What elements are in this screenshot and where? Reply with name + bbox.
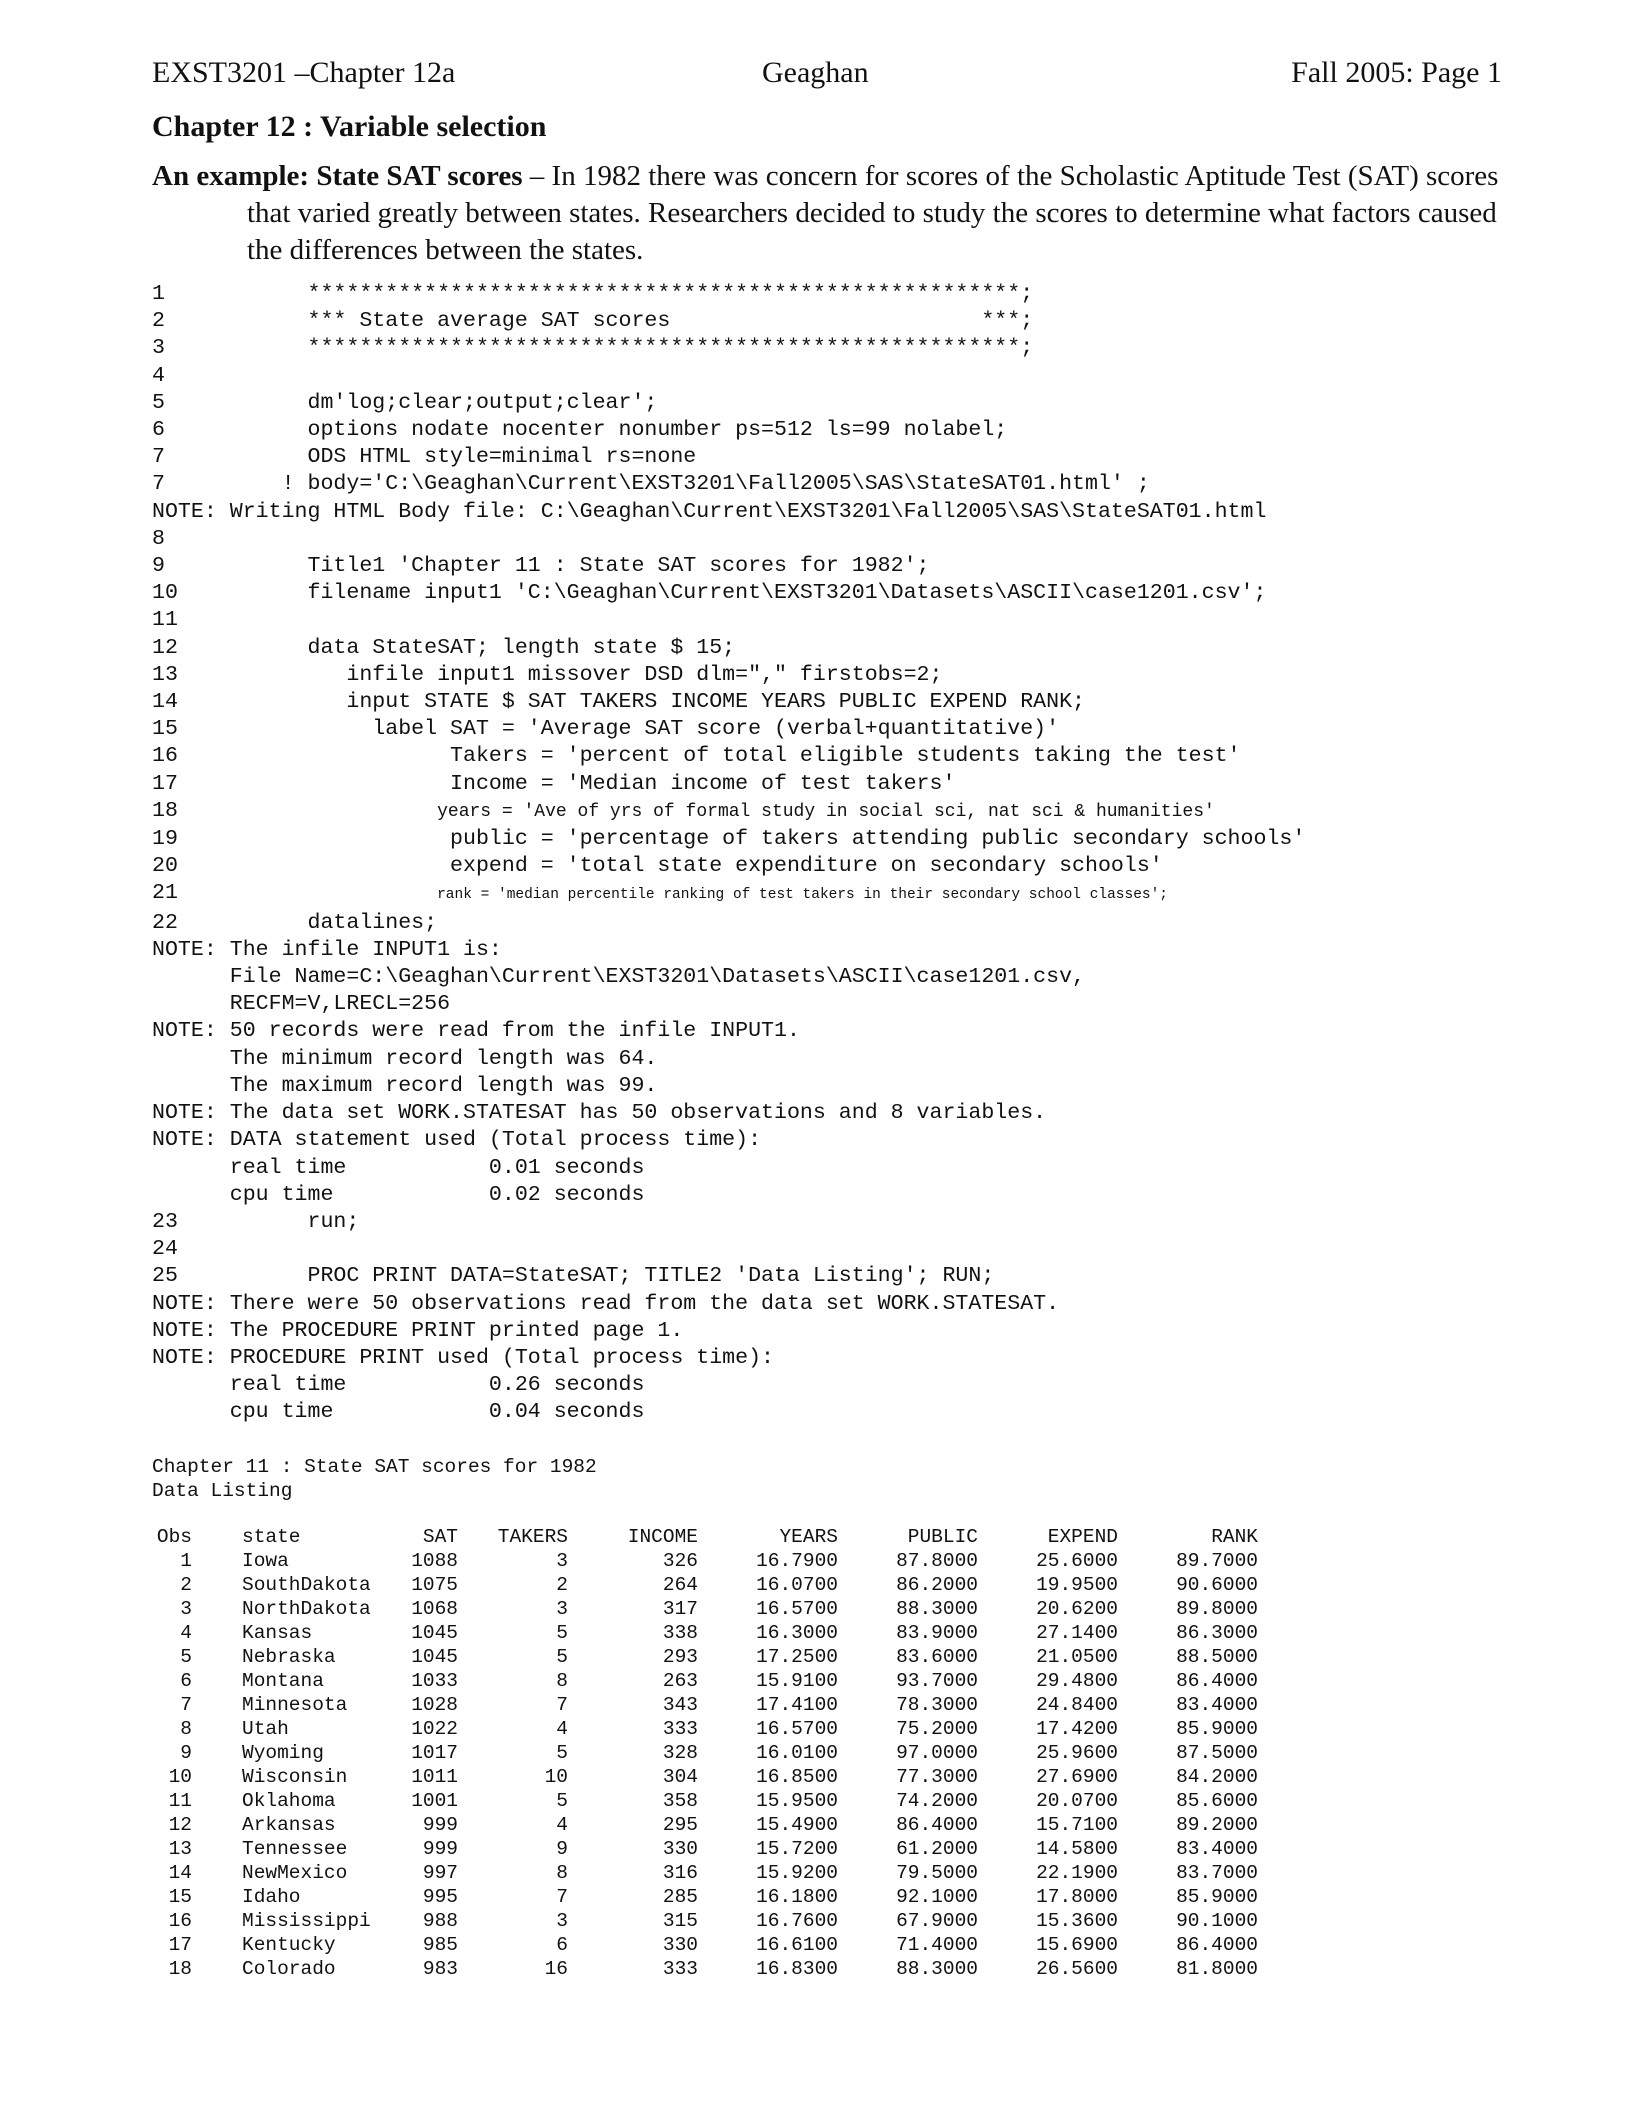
cell-sat: 1045	[411, 1645, 458, 1668]
table-row	[152, 1669, 1258, 1693]
cell-state: Iowa	[242, 1549, 289, 1572]
cell-obs: 14	[168, 1861, 192, 1884]
cell-rank: 83.7000	[1176, 1861, 1258, 1884]
table-row	[152, 1837, 1258, 1861]
cell-sat: 1028	[411, 1693, 458, 1716]
cell-takers: 5	[556, 1789, 568, 1812]
cell-public: 83.9000	[896, 1621, 978, 1644]
cell-state: NorthDakota	[242, 1597, 371, 1620]
cell-takers: 4	[556, 1813, 568, 1836]
table-row	[152, 1933, 1258, 1957]
log-line	[152, 1074, 657, 1098]
col-header-years: YEARS	[779, 1525, 838, 1548]
cell-state: Tennessee	[242, 1837, 348, 1860]
cell-obs: 17	[168, 1933, 192, 1956]
listing-title2: Data Listing	[152, 1479, 293, 1502]
log-line	[152, 827, 1305, 851]
cell-public: 83.6000	[896, 1645, 978, 1668]
log-line	[152, 938, 502, 962]
cell-years: 16.7600	[756, 1909, 838, 1932]
cell-years: 16.5700	[756, 1717, 838, 1740]
log-line	[152, 744, 1241, 768]
cell-obs: 18	[168, 1957, 192, 1980]
log-line-text: NOTE: PROCEDURE PRINT used (Total process time):	[152, 1345, 775, 1370]
cell-income: 330	[662, 1933, 698, 1956]
log-line-text: 5 dm'log;clear;output;clear';	[152, 390, 658, 415]
cell-state: Montana	[242, 1669, 324, 1692]
table-row	[152, 1765, 1258, 1789]
cell-obs: 9	[180, 1741, 192, 1764]
data-listing-table	[152, 1525, 1258, 1981]
log-line	[152, 282, 1033, 306]
cell-years: 16.7900	[756, 1549, 838, 1572]
cell-public: 92.1000	[896, 1885, 978, 1908]
cell-income: 330	[662, 1837, 698, 1860]
cell-public: 74.2000	[896, 1789, 978, 1812]
cell-state: Utah	[242, 1717, 289, 1740]
log-line	[152, 799, 1215, 823]
table-row	[152, 1813, 1258, 1837]
cell-takers: 8	[556, 1669, 568, 1692]
cell-years: 17.4100	[756, 1693, 838, 1716]
cell-sat: 999	[422, 1813, 458, 1836]
log-line	[152, 992, 450, 1016]
cell-sat: 1045	[411, 1621, 458, 1644]
intro-lead: An example: State SAT scores	[152, 160, 523, 192]
cell-expend: 27.6900	[1036, 1765, 1118, 1788]
table-row	[152, 1789, 1258, 1813]
cell-public: 61.2000	[896, 1837, 978, 1860]
cell-income: 333	[662, 1717, 698, 1740]
log-line	[152, 663, 942, 687]
cell-sat: 995	[422, 1885, 458, 1908]
log-line	[152, 336, 1033, 360]
log-line	[152, 391, 657, 415]
cell-sat: 985	[422, 1933, 458, 1956]
cell-public: 97.0000	[896, 1741, 978, 1764]
log-line-prefix: 18	[152, 798, 438, 823]
cell-expend: 17.8000	[1036, 1885, 1118, 1908]
cell-state: Colorado	[242, 1957, 336, 1980]
log-line-text: 11	[152, 608, 178, 633]
cell-expend: 25.6000	[1036, 1549, 1118, 1572]
cell-obs: 6	[180, 1669, 192, 1692]
intro-text: – In 1982 there was concern for scores of the Scholastic Aptitude Test (SAT) scores that varied greatly between states. Researchers decided to study the scores to determine what factors caused the differences between the states.	[247, 160, 1499, 266]
cell-state: NewMexico	[242, 1861, 348, 1884]
table-body	[152, 1549, 1258, 1981]
cell-sat: 988	[422, 1909, 458, 1932]
cell-rank: 86.3000	[1176, 1621, 1258, 1644]
col-header-obs: Obs	[156, 1525, 192, 1548]
table-row	[152, 1861, 1258, 1885]
cell-years: 16.8300	[756, 1957, 838, 1980]
cell-state: Arkansas	[242, 1813, 336, 1836]
col-header-public: PUBLIC	[907, 1525, 978, 1548]
log-line	[152, 1156, 644, 1180]
cell-expend: 26.5600	[1036, 1957, 1118, 1980]
table-row	[152, 1549, 1258, 1573]
cell-takers: 5	[556, 1741, 568, 1764]
log-line-text: cpu time 0.04 seconds	[152, 1400, 645, 1425]
log-line	[152, 364, 165, 388]
cell-income: 326	[662, 1549, 698, 1572]
log-line-text: 24	[152, 1237, 178, 1262]
col-header-takers: TAKERS	[497, 1525, 568, 1548]
cell-state: Wisconsin	[242, 1765, 348, 1788]
log-line-text: File Name=C:\Geaghan\Current\EXST3201\Datasets\ASCII\case1201.csv,	[152, 965, 1086, 990]
cell-public: 77.3000	[896, 1765, 978, 1788]
log-line-text: 14 input STATE $ SAT TAKERS INCOME YEARS PUBLIC EXPEND RANK;	[152, 690, 1086, 715]
cell-years: 16.8500	[756, 1765, 838, 1788]
cell-years: 16.1800	[756, 1885, 838, 1908]
cell-income: 304	[662, 1765, 698, 1788]
cell-takers: 5	[556, 1645, 568, 1668]
cell-obs: 16	[168, 1909, 192, 1932]
table-row	[152, 1741, 1258, 1765]
log-line-text: 2 *** State average SAT scores ***;	[152, 309, 1034, 334]
cell-years: 16.5700	[756, 1597, 838, 1620]
cell-income: 295	[662, 1813, 698, 1836]
cell-rank: 89.2000	[1176, 1813, 1258, 1836]
log-line	[152, 636, 735, 660]
cell-takers: 10	[544, 1765, 568, 1788]
cell-sat: 1001	[411, 1789, 458, 1812]
cell-years: 16.0700	[756, 1573, 838, 1596]
cell-obs: 11	[168, 1789, 192, 1812]
log-line	[152, 1400, 644, 1424]
log-line	[152, 472, 1150, 496]
col-header-expend: EXPEND	[1047, 1525, 1118, 1548]
cell-public: 67.9000	[896, 1909, 978, 1932]
cell-expend: 19.9500	[1036, 1573, 1118, 1596]
cell-expend: 20.6200	[1036, 1597, 1118, 1620]
log-line-text: NOTE: 50 records were read from the infile INPUT1.	[152, 1019, 800, 1044]
cell-rank: 85.9000	[1176, 1885, 1258, 1908]
cell-public: 71.4000	[896, 1933, 978, 1956]
log-line	[152, 1319, 683, 1343]
log-line	[152, 1346, 774, 1370]
log-line	[152, 1019, 800, 1043]
cell-state: Kentucky	[242, 1933, 336, 1956]
col-header-rank: RANK	[1211, 1525, 1258, 1548]
cell-takers: 3	[556, 1549, 568, 1572]
log-line-text: 8	[152, 526, 165, 551]
cell-public: 75.2000	[896, 1717, 978, 1740]
log-line-text: 9 Title1 'Chapter 11 : State SAT scores for 1982';	[152, 554, 930, 579]
cell-income: 264	[662, 1573, 698, 1596]
cell-income: 317	[662, 1597, 698, 1620]
log-line	[152, 445, 696, 469]
cell-state: Oklahoma	[242, 1789, 336, 1812]
cell-sat: 1068	[411, 1597, 458, 1620]
page-header	[152, 56, 1502, 100]
cell-state: Nebraska	[242, 1645, 336, 1668]
log-line	[152, 500, 1266, 524]
log-line-text: NOTE: Writing HTML Body file: C:\Geaghan\Current\EXST3201\Fall2005\SAS\StateSAT01.html	[152, 499, 1267, 524]
cell-public: 78.3000	[896, 1693, 978, 1716]
data-listing	[152, 1455, 1502, 1981]
cell-sat: 1022	[411, 1717, 458, 1740]
cell-obs: 1	[180, 1549, 192, 1572]
cell-obs: 5	[180, 1645, 192, 1668]
log-line-text: 16 Takers = 'percent of total eligible students taking the test'	[152, 744, 1241, 769]
table-row	[152, 1957, 1258, 1981]
log-line	[152, 581, 1266, 605]
log-line-text: real time 0.01 seconds	[152, 1155, 645, 1180]
cell-takers: 6	[556, 1933, 568, 1956]
log-line	[152, 1210, 359, 1234]
cell-years: 15.9100	[756, 1669, 838, 1692]
cell-income: 285	[662, 1885, 698, 1908]
cell-income: 333	[662, 1957, 698, 1980]
log-line	[152, 965, 1085, 989]
log-line	[152, 854, 1163, 878]
cell-expend: 14.5800	[1036, 1837, 1118, 1860]
cell-takers: 3	[556, 1909, 568, 1932]
log-line	[152, 772, 955, 796]
cell-rank: 90.6000	[1176, 1573, 1258, 1596]
header-author: Geaghan	[762, 56, 869, 89]
table-row	[152, 1717, 1258, 1741]
cell-rank: 90.1000	[1176, 1909, 1258, 1932]
cell-obs: 8	[180, 1717, 192, 1740]
cell-years: 16.3000	[756, 1621, 838, 1644]
log-line-text: 17 Income = 'Median income of test takers'	[152, 771, 956, 796]
cell-expend: 21.0500	[1036, 1645, 1118, 1668]
log-line-text: 10 filename input1 'C:\Geaghan\Current\EXST3201\Datasets\ASCII\case1201.csv';	[152, 581, 1267, 606]
cell-sat: 997	[422, 1861, 458, 1884]
table-row	[152, 1645, 1258, 1669]
table-row	[152, 1573, 1258, 1597]
log-line-text: NOTE: The infile INPUT1 is:	[152, 937, 502, 962]
log-line-text: 25 PROC PRINT DATA=StateSAT; TITLE2 'Data Listing'; RUN;	[152, 1264, 995, 1289]
table-row	[152, 1693, 1258, 1717]
cell-rank: 85.9000	[1176, 1717, 1258, 1740]
table-row	[152, 1885, 1258, 1909]
cell-rank: 87.5000	[1176, 1741, 1258, 1764]
log-line	[152, 1128, 761, 1152]
cell-obs: 13	[168, 1837, 192, 1860]
log-line-text: 4	[152, 363, 165, 388]
cell-income: 328	[662, 1741, 698, 1764]
cell-takers: 8	[556, 1861, 568, 1884]
cell-sat: 1088	[411, 1549, 458, 1572]
cell-years: 15.4900	[756, 1813, 838, 1836]
cell-public: 86.2000	[896, 1573, 978, 1596]
cell-sat: 1017	[411, 1741, 458, 1764]
cell-income: 338	[662, 1621, 698, 1644]
log-line-text: The maximum record length was 99.	[152, 1073, 658, 1098]
log-line-text: NOTE: DATA statement used (Total process time):	[152, 1128, 762, 1153]
log-line-text: 7 ODS HTML style=minimal rs=none	[152, 445, 697, 470]
log-line	[152, 1237, 178, 1261]
cell-obs: 12	[168, 1813, 192, 1836]
cell-public: 88.3000	[896, 1957, 978, 1980]
cell-income: 315	[662, 1909, 698, 1932]
document-page	[152, 56, 1502, 1981]
cell-obs: 7	[180, 1693, 192, 1716]
header-page: Fall 2005: Page 1	[1291, 56, 1502, 89]
log-line-text: 13 infile input1 missover DSD dlm="," firstobs=2;	[152, 662, 943, 687]
table-header-row	[152, 1525, 1258, 1549]
log-line-prefix: 21	[152, 881, 438, 906]
cell-expend: 29.4800	[1036, 1669, 1118, 1692]
log-line	[152, 1264, 994, 1288]
cell-obs: 15	[168, 1885, 192, 1908]
cell-income: 358	[662, 1789, 698, 1812]
log-line-text: NOTE: The PROCEDURE PRINT printed page 1.	[152, 1318, 684, 1343]
cell-income: 343	[662, 1693, 698, 1716]
cell-income: 293	[662, 1645, 698, 1668]
cell-sat: 1033	[411, 1669, 458, 1692]
log-line	[152, 1183, 644, 1207]
cell-public: 79.5000	[896, 1861, 978, 1884]
cell-rank: 83.4000	[1176, 1693, 1258, 1716]
cell-expend: 22.1900	[1036, 1861, 1118, 1884]
log-line-text: NOTE: There were 50 observations read from the data set WORK.STATESAT.	[152, 1291, 1060, 1316]
cell-public: 86.4000	[896, 1813, 978, 1836]
log-line-text: cpu time 0.02 seconds	[152, 1182, 645, 1207]
cell-years: 15.7200	[756, 1837, 838, 1860]
cell-rank: 88.5000	[1176, 1645, 1258, 1668]
cell-takers: 9	[556, 1837, 568, 1860]
cell-obs: 2	[180, 1573, 192, 1596]
cell-years: 17.2500	[756, 1645, 838, 1668]
log-line	[152, 418, 1007, 442]
cell-years: 16.6100	[756, 1933, 838, 1956]
cell-expend: 20.0700	[1036, 1789, 1118, 1812]
cell-takers: 2	[556, 1573, 568, 1596]
cell-rank: 86.4000	[1176, 1933, 1258, 1956]
log-line	[152, 1373, 644, 1397]
table-row	[152, 1909, 1258, 1933]
cell-rank: 84.2000	[1176, 1765, 1258, 1788]
log-line-text: 7 ! body='C:\Geaghan\Current\EXST3201\Fall2005\SAS\StateSAT01.html' ;	[152, 472, 1150, 497]
cell-sat: 1075	[411, 1573, 458, 1596]
intro-paragraph	[152, 158, 1502, 269]
cell-obs: 4	[180, 1621, 192, 1644]
listing-title1: Chapter 11 : State SAT scores for 1982	[152, 1455, 597, 1478]
cell-income: 263	[662, 1669, 698, 1692]
cell-obs: 3	[180, 1597, 192, 1620]
log-line-text: The minimum record length was 64.	[152, 1046, 658, 1071]
log-line-text: 1 *******************************************************;	[152, 282, 1034, 306]
log-line-text: rank = 'median percentile ranking of test takers in their secondary school classes';	[437, 887, 1169, 904]
cell-years: 15.9500	[756, 1789, 838, 1812]
cell-sat: 983	[422, 1957, 458, 1980]
log-line	[152, 1101, 1046, 1125]
cell-state: Wyoming	[242, 1741, 324, 1764]
log-line-text: 19 public = 'percentage of takers attending public secondary schools'	[152, 827, 1306, 852]
cell-rank: 89.7000	[1176, 1549, 1258, 1572]
cell-expend: 24.8400	[1036, 1693, 1118, 1716]
cell-state: Kansas	[242, 1621, 313, 1644]
cell-expend: 27.1400	[1036, 1621, 1118, 1644]
table-row	[152, 1621, 1258, 1645]
cell-obs: 10	[168, 1765, 192, 1788]
cell-sat: 999	[422, 1837, 458, 1860]
log-line	[152, 554, 930, 578]
cell-years: 16.0100	[756, 1741, 838, 1764]
cell-sat: 1011	[411, 1765, 458, 1788]
cell-takers: 4	[556, 1717, 568, 1740]
log-line-text: 3 *******************************************************;	[152, 336, 1034, 361]
log-line	[152, 608, 178, 632]
cell-expend: 15.3600	[1036, 1909, 1118, 1932]
cell-expend: 25.9600	[1036, 1741, 1118, 1764]
cell-state: Minnesota	[242, 1693, 348, 1716]
cell-rank: 85.6000	[1176, 1789, 1258, 1812]
log-line	[152, 527, 165, 551]
log-line-text: 6 options nodate nocenter nonumber ps=512 ls=99 nolabel;	[152, 418, 1008, 443]
cell-state: SouthDakota	[242, 1573, 371, 1596]
cell-rank: 83.4000	[1176, 1837, 1258, 1860]
header-course: EXST3201 –Chapter 12a	[152, 56, 456, 89]
col-header-state: state	[242, 1525, 301, 1548]
log-line	[152, 911, 437, 935]
cell-state: Idaho	[242, 1885, 301, 1908]
table-row	[152, 1597, 1258, 1621]
cell-public: 88.3000	[896, 1597, 978, 1620]
cell-takers: 7	[556, 1693, 568, 1716]
log-line	[152, 1047, 657, 1071]
cell-takers: 5	[556, 1621, 568, 1644]
log-line-text: 22 datalines;	[152, 910, 438, 935]
cell-expend: 15.6900	[1036, 1933, 1118, 1956]
cell-public: 93.7000	[896, 1669, 978, 1692]
log-line	[152, 717, 1059, 741]
chapter-title: Chapter 12 : Variable selection	[152, 110, 547, 143]
log-line-text: real time 0.26 seconds	[152, 1373, 645, 1398]
sas-log	[152, 281, 1502, 1427]
log-line	[152, 690, 1085, 714]
cell-takers: 7	[556, 1885, 568, 1908]
log-line	[152, 1292, 1059, 1316]
cell-expend: 15.7100	[1036, 1813, 1118, 1836]
cell-rank: 86.4000	[1176, 1669, 1258, 1692]
cell-rank: 89.8000	[1176, 1597, 1258, 1620]
cell-years: 15.9200	[756, 1861, 838, 1884]
cell-takers: 3	[556, 1597, 568, 1620]
cell-takers: 16	[544, 1957, 568, 1980]
cell-expend: 17.4200	[1036, 1717, 1118, 1740]
log-line-text: RECFM=V,LRECL=256	[152, 992, 451, 1017]
col-header-sat: SAT	[422, 1525, 458, 1548]
cell-rank: 81.8000	[1176, 1957, 1258, 1980]
log-line-text: 20 expend = 'total state expenditure on secondary schools'	[152, 854, 1163, 879]
log-line-text: 23 run;	[152, 1209, 360, 1234]
log-line-text: 12 data StateSAT; length state $ 15;	[152, 635, 736, 660]
cell-income: 316	[662, 1861, 698, 1884]
log-line-text: years = 'Ave of yrs of formal study in social sci, nat sci & humanities'	[437, 801, 1215, 822]
log-line	[152, 881, 1168, 905]
col-header-income: INCOME	[627, 1525, 698, 1548]
cell-state: Mississippi	[242, 1909, 371, 1932]
log-line-text: 15 label SAT = 'Average SAT score (verbal+quantitative)'	[152, 717, 1060, 742]
log-line	[152, 309, 1033, 333]
cell-public: 87.8000	[896, 1549, 978, 1572]
log-line-text: NOTE: The data set WORK.STATESAT has 50 observations and 8 variables.	[152, 1101, 1047, 1126]
